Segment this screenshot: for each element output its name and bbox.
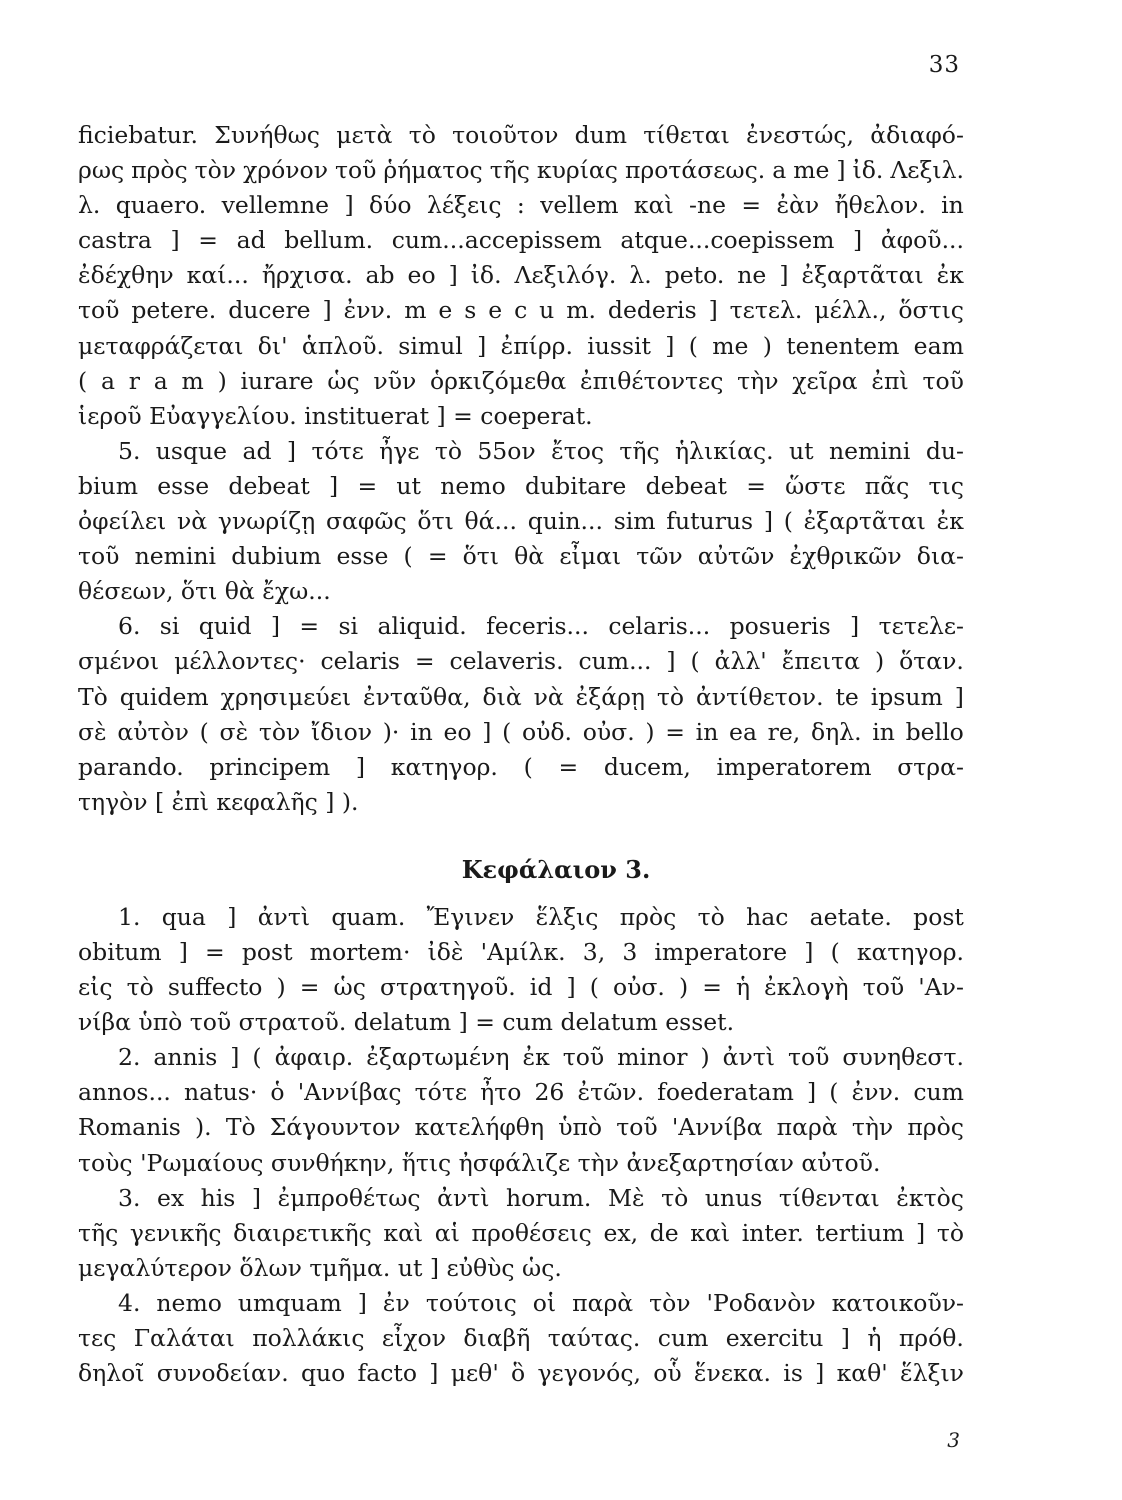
text-line: 6. si quid ] = si aliquid. feceris... celaris... posueris ] τετελε-	[118, 612, 964, 641]
text-line: ἱεροῦ Εὐαγγελίου. instituerat ] = coeperat.	[78, 401, 593, 430]
text-line: ( a r a m ) iurare ὡς νῦν ὁρκιζόμεθα ἐπιθέτοντες τὴν χεῖρα ἐπὶ τοῦ	[78, 366, 964, 395]
text-line: castra ] = ad bellum. cum...accepissem atque...coepissem ] ἀφοῦ...	[78, 226, 964, 255]
page-number: 33	[928, 52, 960, 78]
text-line: 3. ex his ] ἐμπροθέτως ἀντὶ horum. Μὲ τὸ unus τίθενται ἐκτὸς	[118, 1183, 964, 1212]
text-line: 5. usque ad ] τότε ἦγε τὸ 55ον ἔτος τῆς ἡλικίας. ut nemini du-	[118, 436, 964, 465]
text-line: bium esse debeat ] = ut nemo dubitare debeat = ὥστε πᾶς τις	[78, 471, 964, 500]
text-line: σὲ αὐτὸν ( σὲ τὸν ἴδιον )· in eo ] ( οὐδ. οὐσ. ) = in ea re, δηλ. in bello	[78, 717, 964, 746]
text-line: τηγὸν [ ἐπὶ κεφαλῆς ] ).	[78, 787, 359, 816]
text-line: Τὸ quidem χρησιμεύει ἐνταῦθα, διὰ νὰ ἐξάρῃ τὸ ἀντίθετον. te ipsum ]	[78, 682, 964, 711]
text-line: τῆς γενικῆς διαιρετικῆς καὶ αἱ προθέσεις ex, de καὶ inter. tertium ] τὸ	[78, 1218, 964, 1247]
text-line: τες Γαλάται πολλάκις εἶχον διαβῆ ταύτας. cum exercitu ] ἡ πρόθ.	[78, 1324, 964, 1352]
signature-mark: 3	[947, 1428, 960, 1452]
text-line: ρως πρὸς τὸν χρόνον τοῦ ῥήματος τῆς κυρίας προτάσεως. a me ] ἰδ. Λεξιλ.	[78, 156, 964, 185]
text-line: parando. principem ] κατηγορ. ( = ducem, imperatorem στρα-	[78, 752, 964, 781]
text-line: εἰς τὸ suffecto ) = ὡς στρατηγοῦ. id ] ( οὐσ. ) = ἡ ἐκλογὴ τοῦ 'Αν-	[78, 973, 964, 1002]
text-line: 2. annis ] ( ἀφαιρ. ἐξαρτωμένη ἐκ τοῦ minor ) ἀντὶ τοῦ συνηθεστ.	[118, 1043, 964, 1072]
text-line: Romanis ). Τὸ Σάγουντον κατελήφθη ὑπὸ τοῦ 'Αννίβα παρὰ τὴν πρὸς	[78, 1113, 964, 1142]
text-line: annos... natus· ὁ 'Αννίβας τότε ἦτο 26 ἐτῶν. foederatam ] ( ἐνν. cum	[78, 1078, 964, 1107]
text-line: ὀφείλει νὰ γνωρίζῃ σαφῶς ὅτι θά... quin... sim futurus ] ( ἐξαρτᾶται ἐκ	[78, 507, 964, 536]
text-line: λ. quaero. vellemne ] δύο λέξεις : vellem καὶ -ne = ἐὰν ἤθελον. in	[78, 191, 964, 220]
chapter-heading: Κεφάλαιον 3.	[461, 854, 651, 884]
text-line: obitum ] = post mortem· ἰδὲ 'Αμίλκ. 3, 3 imperatore ] ( κατηγορ.	[78, 937, 964, 966]
text-line: ficiebatur. Συνήθως μετὰ τὸ τοιοῦτον dum τίθεται ἐνεστώς, ἀδιαφό-	[78, 121, 964, 149]
text-line: τοὺς 'Ρωμαίους συνθήκην, ἥτις ἠσφάλιζε τὴν ἀνεξαρτησίαν αὐτοῦ.	[78, 1148, 881, 1177]
text-line: μεγαλύτερον ὅλων τμῆμα. ut ] εὐθὺς ὡς.	[78, 1253, 562, 1282]
text-line: ἐδέχθην καί... ἤρχισα. ab eo ] ἰδ. Λεξιλόγ. λ. peto. ne ] ἐξαρτᾶται ἐκ	[78, 261, 964, 290]
text-line: 4. nemo umquam ] ἐν τούτοις οἱ παρὰ τὸν 'Ροδανὸν κατοικοῦν-	[118, 1288, 964, 1317]
text-line: θέσεων, ὅτι θὰ ἔχω...	[78, 577, 331, 606]
text-line: σμένοι μέλλοντες· celaris = celaveris. cum... ] ( ἀλλ' ἔπειτα ) ὅταν.	[78, 647, 964, 676]
text-line: δηλοῖ συνοδείαν. quo facto ] μεθ' ὃ γεγονός, οὗ ἕνεκα. is ] καθ' ἕλξιν	[78, 1359, 964, 1388]
text-line: τοῦ petere. ducere ] ἐνν. m e s e c u m. dederis ] τετελ. μέλλ., ὅστις	[78, 296, 964, 325]
text-line: 1. qua ] ἀντὶ quam. Ἔγινεν ἕλξις πρὸς τὸ hac aetate. post	[118, 902, 964, 931]
text-line: τοῦ nemini dubium esse ( = ὅτι θὰ εἶμαι τῶν αὐτῶν ἐχθρικῶν δια-	[78, 542, 964, 571]
text-line: μεταφράζεται δι' ἁπλοῦ. simul ] ἐπίρρ. iussit ] ( me ) tenentem eam	[78, 331, 964, 360]
text-line: νίβα ὑπὸ τοῦ στρατοῦ. delatum ] = cum delatum esset.	[78, 1008, 735, 1037]
page-body-text	[78, 118, 964, 1391]
